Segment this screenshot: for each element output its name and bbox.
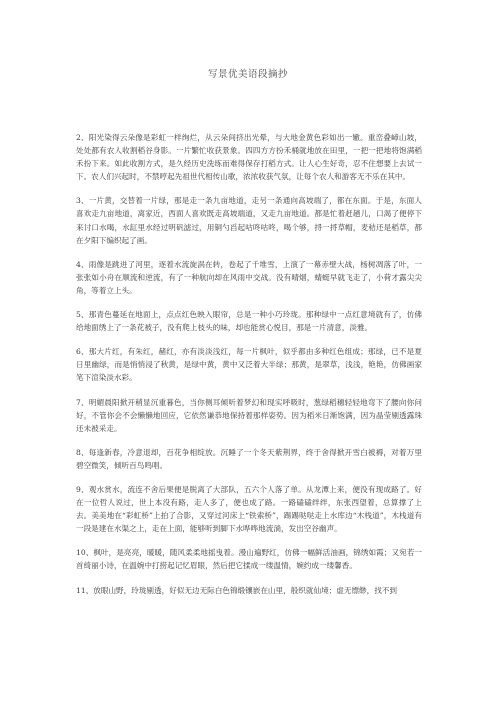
document-title: 写景优美语段摘抄 (207, 69, 288, 80)
paragraph: 10、枫叶，是亮亮，暖暖，随风柔柔地摇曳着。漫山遍野红，仿佛一幅鲜活油画，锦绣如霞；又宛若一首绮丽小诗，在温婉中打捞起记忆眉眼，然后把它揉成一缕温情，婉约成一缕馨香。 (76, 548, 422, 571)
document-body (76, 131, 422, 597)
paragraph: 6、那大片红，有朱红，赭红，亦有淡淡浅红，每一片枫叶，似乎都由多种红色组成；那绿，已不是夏日里幽绿，而是悄悄浸了秋黄，是绿中黄，黄中又泛着大半绿；那黄，是翠草，浅浅，艳艳，仿佛画家笔下渲染淡水彩。 (76, 347, 422, 383)
paragraph: 5、那青色蔓延在地面上，点点红色映入眼帘，总是一种小巧玲珑。那种绿中一点红意境就有了，仿佛给地面绣上了一条花被子，没有爬上枝头的味，却也能赏心悦目，那是一片清意，淡雅。 (76, 310, 422, 333)
paragraph: 7、明媚晨阳掀开稍显沉重暮色，当你侧耳倾听着梦幻和现实呼吸时，葱绿稻穗轻轻地弯下了腰向你问好，不管你会不会懒懒地回应，它依然谦恭地保持着那样姿势。因为稻米日渐饱满，因为晶莹剔透露珠还未被采走。 (76, 397, 422, 433)
paragraph: 2、阳光染得云朵像是彩虹一样绚烂，从云朵间挤出光晕，与大地金黄色彩如出一辙。重峦叠嶂山坡，处处都有农人收割稻谷身影。一片繁忙收获景象。四四方方扮禾桶就地放在田里，一把一把地将饱满稻禾扮下来。如此收割方式，是久经历史洗练而难得保存打稻方式。让人心生好奇，忍不住想要上去试一下。农人们兴起时，不禁哼起先祖世代相传山歌，浓浓收获气氛，让每个农人和游客无不乐在其中。 (76, 133, 422, 182)
paragraph: 11、放眼山野，玲珑剔透，好似无边无际白色锦缎镶嵌在山里，般织就仙境；虚无缥缈，找不到 (76, 585, 398, 595)
paragraph: 4、雨像是跳进了河里，逐着水流旋涡在转，卷起了千堆雪，上演了一幕赤壁大战，杨树凋落了叶，一张张如小舟在顺流和逆流，有了一种航向却在风雨中交战。没有晴烟，蜻蜓早就飞走了，小荷才露尖尖角，等着立上头。 (76, 259, 422, 295)
paragraph: 9、观水赏水，流连不舍后果便是脱离了大部队，五六个人落了单。从龙潭上来，便没有现成路了。好在一位哲人说过，世上本没有路，走人多了，便也成了路。一路磕磕绊绊，东张西望着，总算撑了上去。美美地在“彩虹桥”上拍了合影，又穿过河床上“铁索桥”，踢踢哒哒走上水库边“木栈道”，木栈道有一段是建在水渠之上，走在上面，能够听到脚下水哗哗地流淌，发出空谷幽声。 (76, 484, 422, 534)
paragraph: 3、一片黄，交替着一片绿，那是走一条九亩地道，走另一条通向高坡端了，都在东面。于是，东面人喜欢走九亩地道，离家近，西面人喜欢既走高坡端道，又走九亩地道。都是忙着赶趟儿，口渴了便停下来讨口水喝，水缸里水经过明矾滤过，用铜勺舀起咕咚咕咚，喝个够，捋一捋草帽，麦秸还是稻草，都在夕阳下编织起了画。 (76, 196, 422, 245)
paragraph: 8、每逢新春，冷意退却，百花争相绽放。沉睡了一个冬天紫荆界，终于舍得掀开雪白被褥，对着万里碧空微笑，倾听百鸟鸣唱。 (76, 447, 422, 470)
